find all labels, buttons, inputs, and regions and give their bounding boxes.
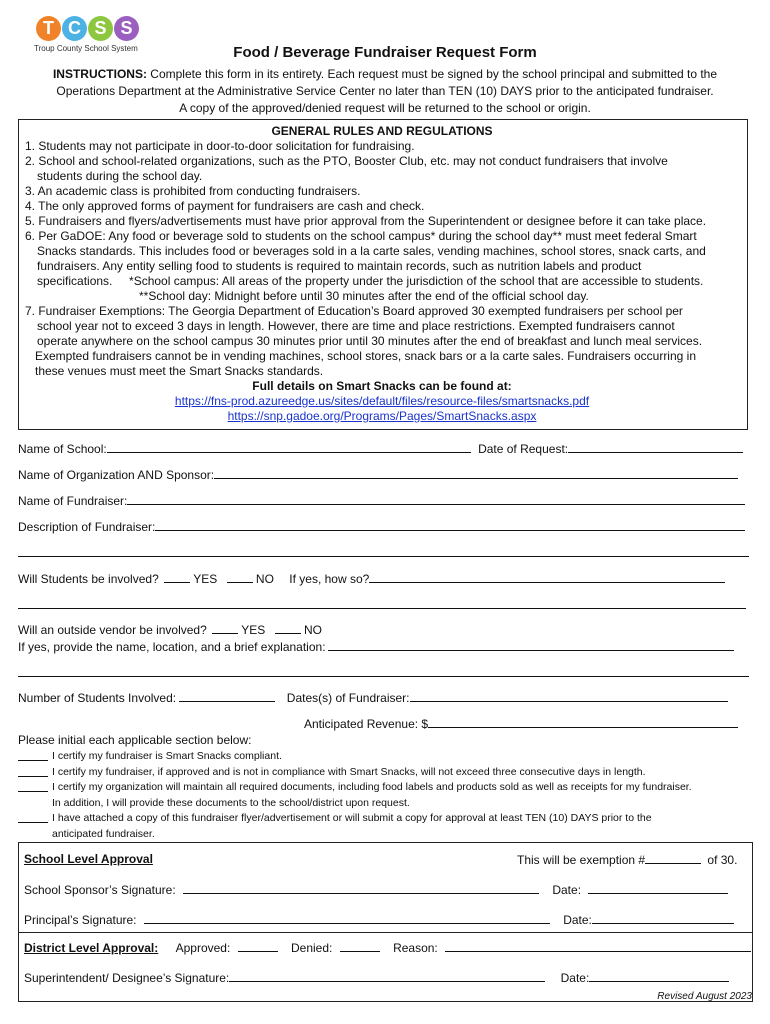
principal-sig-label: Principal’s Signature: <box>24 913 137 927</box>
school-row <box>18 441 753 456</box>
logo-letter-c: C <box>62 16 87 41</box>
cert-4-text: I have attached a copy of this fundraiser flyer/advertisement or will submit a copy for approval at least TEN (10) DAYS prior to the <box>52 812 652 824</box>
vendor-row <box>18 622 753 637</box>
rule-7c: operate anywhere on the school campus 30 minutes prior until 30 minutes after the end of breakfast and lunch meal services. <box>37 334 703 348</box>
sponsor-date-input[interactable] <box>588 882 728 894</box>
principal-sig-row <box>24 912 748 927</box>
vendor-no-blank[interactable] <box>275 622 301 634</box>
students-no-label: NO <box>255 572 274 586</box>
dates-label: Dates(s) of Fundraiser: <box>286 691 410 705</box>
logo-letter-s1: S <box>88 16 113 41</box>
date-request-input[interactable] <box>568 441 743 453</box>
revised-date: Revised August 2023 <box>657 991 752 1002</box>
rule-7e: these venues must meet the Smart Snacks standards. <box>35 364 324 378</box>
if-yes-input-2[interactable] <box>18 597 746 609</box>
description-row <box>18 519 753 534</box>
instructions-line2: Operations Department at the Administrative Service Center no later than TEN (10) DAYS prior to the anticipated fundraiser. <box>56 84 714 98</box>
logo-letter-s2: S <box>114 16 139 41</box>
approved-input[interactable] <box>238 940 278 952</box>
vendor-explain-label: If yes, provide the name, location, and a brief explanation: <box>18 640 326 654</box>
school-input[interactable] <box>107 441 471 453</box>
if-yes-label: If yes, how so? <box>289 572 370 586</box>
revenue-input[interactable] <box>428 716 738 728</box>
description-label: Description of Fundraiser: <box>18 520 156 534</box>
if-yes-input[interactable] <box>369 571 725 583</box>
description-input-2[interactable] <box>18 545 749 557</box>
students-row <box>18 571 753 586</box>
rule-1: 1. Students may not participate in door-to-door solicitation for fundraising. <box>25 139 415 153</box>
exemption-label: This will be exemption # <box>517 853 646 867</box>
date-request-label: Date of Request: <box>478 442 569 456</box>
rule-2a: 2. School and school-related organizations, such as the PTO, Booster Club, etc. may not conduct fundraisers that involve <box>25 154 668 168</box>
rule-6a: 6. Per GaDOE: Any food or beverage sold to students on the school campus* during the school day** must meet federal Smart <box>25 229 697 243</box>
super-date-label: Date: <box>560 971 590 985</box>
rule-6c: fundraisers. Any entity selling food to students is required to maintain records, such as nutrition labels and product <box>37 259 642 273</box>
cert-4-text-cont: anticipated fundraiser. <box>52 827 155 840</box>
super-date-input[interactable] <box>589 970 729 982</box>
cert-4-initial[interactable] <box>18 811 48 823</box>
rule-7d: Exempted fundraisers cannot be in vending machines, school stores, snack bars or a la carte sales. Fundraisers occurring in <box>35 349 696 363</box>
vendor-yes-label: YES <box>241 623 266 637</box>
instructions-line1: Complete this form in its entirety. Each request must be signed by the school principal and submitted to the <box>150 67 718 81</box>
reason-label: Reason: <box>393 941 438 955</box>
dates-input[interactable] <box>410 690 728 702</box>
exemption-number-input[interactable] <box>645 852 701 864</box>
organization-row <box>18 467 753 482</box>
description-input[interactable] <box>155 519 745 531</box>
vendor-label: Will an outside vendor be involved? <box>18 623 207 637</box>
vendor-no-label: NO <box>303 623 322 637</box>
sponsor-date-label: Date: <box>552 883 582 897</box>
school-label: Name of School: <box>18 442 107 456</box>
rule-6e: **School day: Midnight before until 30 minutes after the end of the official school day. <box>139 289 589 303</box>
cert-2-initial[interactable] <box>18 765 48 777</box>
principal-date-input[interactable] <box>592 912 734 924</box>
exemption-of-label: of 30. <box>707 853 738 867</box>
district-approval-row <box>24 940 748 955</box>
school-level-heading: School Level Approval <box>24 852 153 866</box>
logo-tagline: Troup County School System <box>34 44 138 53</box>
rule-6d: specifications. *School campus: All areas of the property under the jurisdiction of the school that are accessible to students. <box>37 274 704 288</box>
smartsnacks-pdf-link[interactable]: https://fns-prod.azureedge.us/sites/default/files/resource-files/smartsnacks.pdf <box>174 394 590 408</box>
reason-input[interactable] <box>445 940 751 952</box>
sponsor-sig-row <box>24 882 748 897</box>
revenue-label: Anticipated Revenue: $ <box>304 717 429 731</box>
fundraiser-row <box>18 493 753 508</box>
students-no-blank[interactable] <box>227 571 253 583</box>
full-details-heading: Full details on Smart Snacks can be found at: <box>252 379 512 393</box>
instructions <box>20 66 750 117</box>
organization-label: Name of Organization AND Sponsor: <box>18 468 215 482</box>
rule-4: 4. The only approved forms of payment for fundraisers are cash and check. <box>25 199 425 213</box>
rule-5: 5. Fundraisers and flyers/advertisements must have prior approval from the Superintendent or designee before it can take place. <box>25 214 707 228</box>
vendor-yes-blank[interactable] <box>212 622 238 634</box>
rule-7a: 7. Fundraiser Exemptions: The Georgia Department of Education’s Board approved 30 exempted fundraisers per school per <box>25 304 683 318</box>
vendor-explain-input-2[interactable] <box>18 665 749 677</box>
rules-heading: GENERAL RULES AND REGULATIONS <box>271 124 493 138</box>
cert-1-initial[interactable] <box>18 749 48 761</box>
rule-7b: school year not to exceed 3 days in length. However, there are time and place restrictions. Exempted fundraisers cannot <box>37 319 675 333</box>
super-sig-input[interactable] <box>229 970 545 982</box>
school-approval-row <box>24 852 748 866</box>
rule-3: 3. An academic class is prohibited from conducting fundraisers. <box>25 184 361 198</box>
instructions-line3: A copy of the approved/denied request will be returned to the school or origin. <box>179 101 591 115</box>
cert-3-text: I certify my organization will maintain all required documents, including food labels and products sold as well as receipts for my fundraiser. <box>52 781 692 793</box>
super-sig-label: Superintendent/ Designee’s Signature: <box>24 971 230 985</box>
description-row-2 <box>18 545 753 560</box>
students-yes-blank[interactable] <box>164 571 190 583</box>
num-students-row <box>18 690 753 705</box>
denied-input[interactable] <box>340 940 380 952</box>
certification-list <box>18 749 753 842</box>
rules-box <box>18 119 748 430</box>
district-level-heading: District Level Approval: <box>24 941 159 955</box>
cert-2-text: I certify my fundraiser, if approved and is not in compliance with Smart Snacks, will not exceed three consecutive days in length. <box>52 765 646 778</box>
initial-prompt: Please initial each applicable section below: <box>18 733 252 747</box>
logo-letter-t: T <box>36 16 61 41</box>
students-row-2 <box>18 597 753 612</box>
cert-1-text: I certify my fundraiser is Smart Snacks compliant. <box>52 750 282 762</box>
form-title: Food / Beverage Fundraiser Request Form <box>233 44 537 61</box>
students-yes-label: YES <box>193 572 218 586</box>
rule-6b: Snacks standards. This includes food or beverages sold in a la carte sales, vending machines, school stores, snack carts, and <box>37 244 706 258</box>
sponsor-sig-input[interactable] <box>183 882 539 894</box>
fundraiser-label: Name of Fundraiser: <box>18 494 128 508</box>
vendor-explain-row <box>18 639 753 654</box>
num-students-input[interactable] <box>179 690 275 702</box>
rule-2b: students during the school day. <box>37 169 203 183</box>
revenue-row <box>304 716 754 731</box>
cert-3-text-cont: In addition, I will provide these documents to the school/district upon request. <box>52 796 410 809</box>
principal-date-label: Date: <box>563 913 592 927</box>
super-sig-row <box>24 970 748 985</box>
vendor-explain-input[interactable] <box>328 639 734 651</box>
fundraiser-input[interactable] <box>127 493 745 505</box>
instructions-label: INSTRUCTIONS: <box>52 67 147 81</box>
num-students-label: Number of Students Involved: <box>18 691 177 705</box>
gadoe-smartsnacks-link[interactable]: https://snp.gadoe.org/Programs/Pages/SmartSnacks.aspx <box>227 409 537 423</box>
students-involved-label: Will Students be involved? <box>18 572 159 586</box>
approval-divider <box>18 932 753 933</box>
organization-input[interactable] <box>214 467 738 479</box>
sponsor-sig-label: School Sponsor’s Signature: <box>24 883 176 897</box>
vendor-explain-row-2 <box>18 665 753 680</box>
cert-3-initial[interactable] <box>18 780 48 792</box>
denied-label: Denied: <box>291 941 333 955</box>
approved-label: Approved: <box>175 941 231 955</box>
principal-sig-input[interactable] <box>144 912 550 924</box>
